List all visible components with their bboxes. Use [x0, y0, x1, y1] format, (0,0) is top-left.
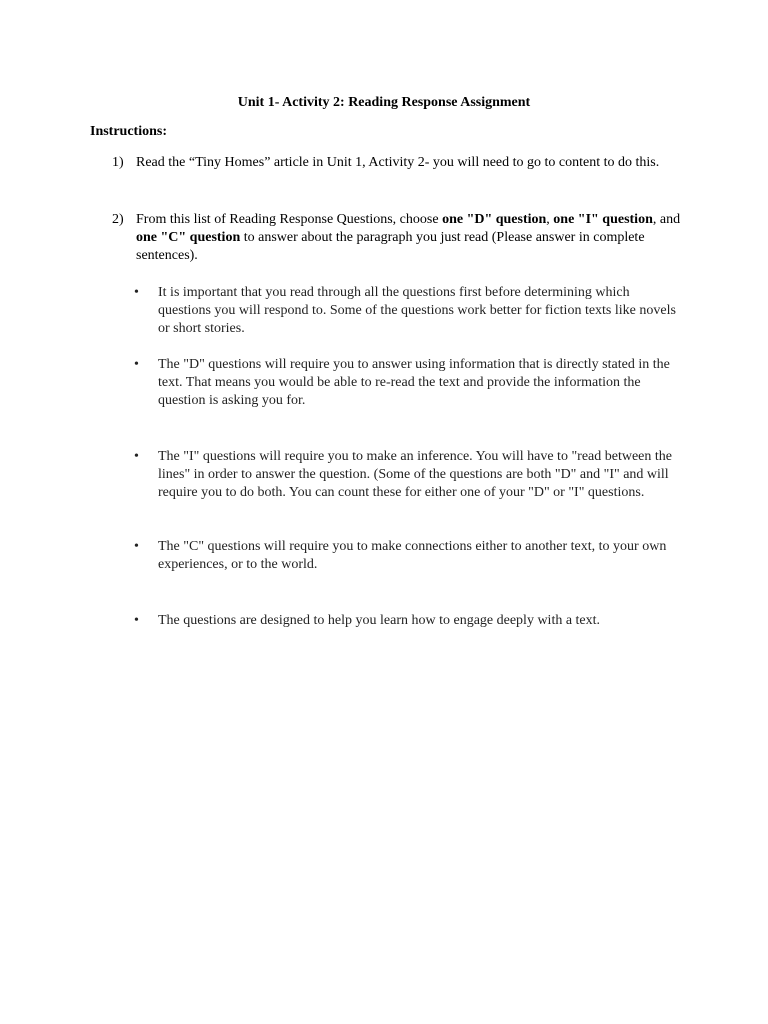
bullet-text: It is important that you read through all the questions first before determining which questions you will respond to. Some of the questions work better for fiction texts like novels or short stories. [158, 285, 676, 336]
instructions-heading: Instructions: [90, 124, 168, 139]
questions-list-link[interactable]: this list of Reading Response Questions [169, 212, 393, 227]
step-number: 1) [112, 155, 124, 170]
bullet-item [134, 284, 679, 338]
bullet-icon: • [134, 357, 139, 372]
step-text [136, 211, 684, 265]
bold-i-question: one "I" question [553, 212, 653, 227]
bullet-item [134, 538, 679, 574]
bullet-icon: • [134, 613, 139, 628]
bullet-text: The "D" questions will require you to answer using information that is directly stated in the text. That means you would be able to re-read the text and provide the information the question is asking you for. [158, 357, 670, 408]
step-number: 2) [112, 212, 124, 227]
bullet-item [134, 356, 679, 410]
bullet-icon: • [134, 539, 139, 554]
instruction-step-1 [112, 154, 684, 172]
step-text-segment: , and [652, 212, 681, 227]
bullet-icon: • [134, 449, 139, 464]
bold-d-question: one "D" question [442, 212, 547, 227]
bullet-text: The questions are designed to help you learn how to engage deeply with a text. [158, 613, 601, 628]
bullet-text: The "I" questions will require you to make an inference. You will have to "read between the lines" in order to answer the question. (Some of the questions are both "D" and "I" and will require you to do both. You can count these for either one of your "D" or "I" questions. [158, 449, 672, 500]
step-text-segment: , [546, 212, 554, 227]
page-title: Unit 1- Activity 2: Reading Response Assignment [237, 95, 531, 110]
bullet-item [134, 612, 679, 630]
bold-c-question: one "C" question [136, 230, 241, 245]
instruction-step-2 [112, 211, 684, 265]
step-text-segment: From [136, 212, 170, 227]
bullet-item [134, 448, 679, 502]
bullet-icon: • [134, 285, 139, 300]
step-text-segment: , choose [392, 212, 443, 227]
step-text-segment: to answer about the paragraph you just read (Please answer in complete sentences). [136, 230, 645, 263]
bullet-text: The "C" questions will require you to make connections either to another text, to your own experiences, or to the world. [158, 539, 667, 572]
step-text: Read the “Tiny Homes” article in Unit 1, Activity 2- you will need to go to content to do this. [136, 155, 660, 170]
